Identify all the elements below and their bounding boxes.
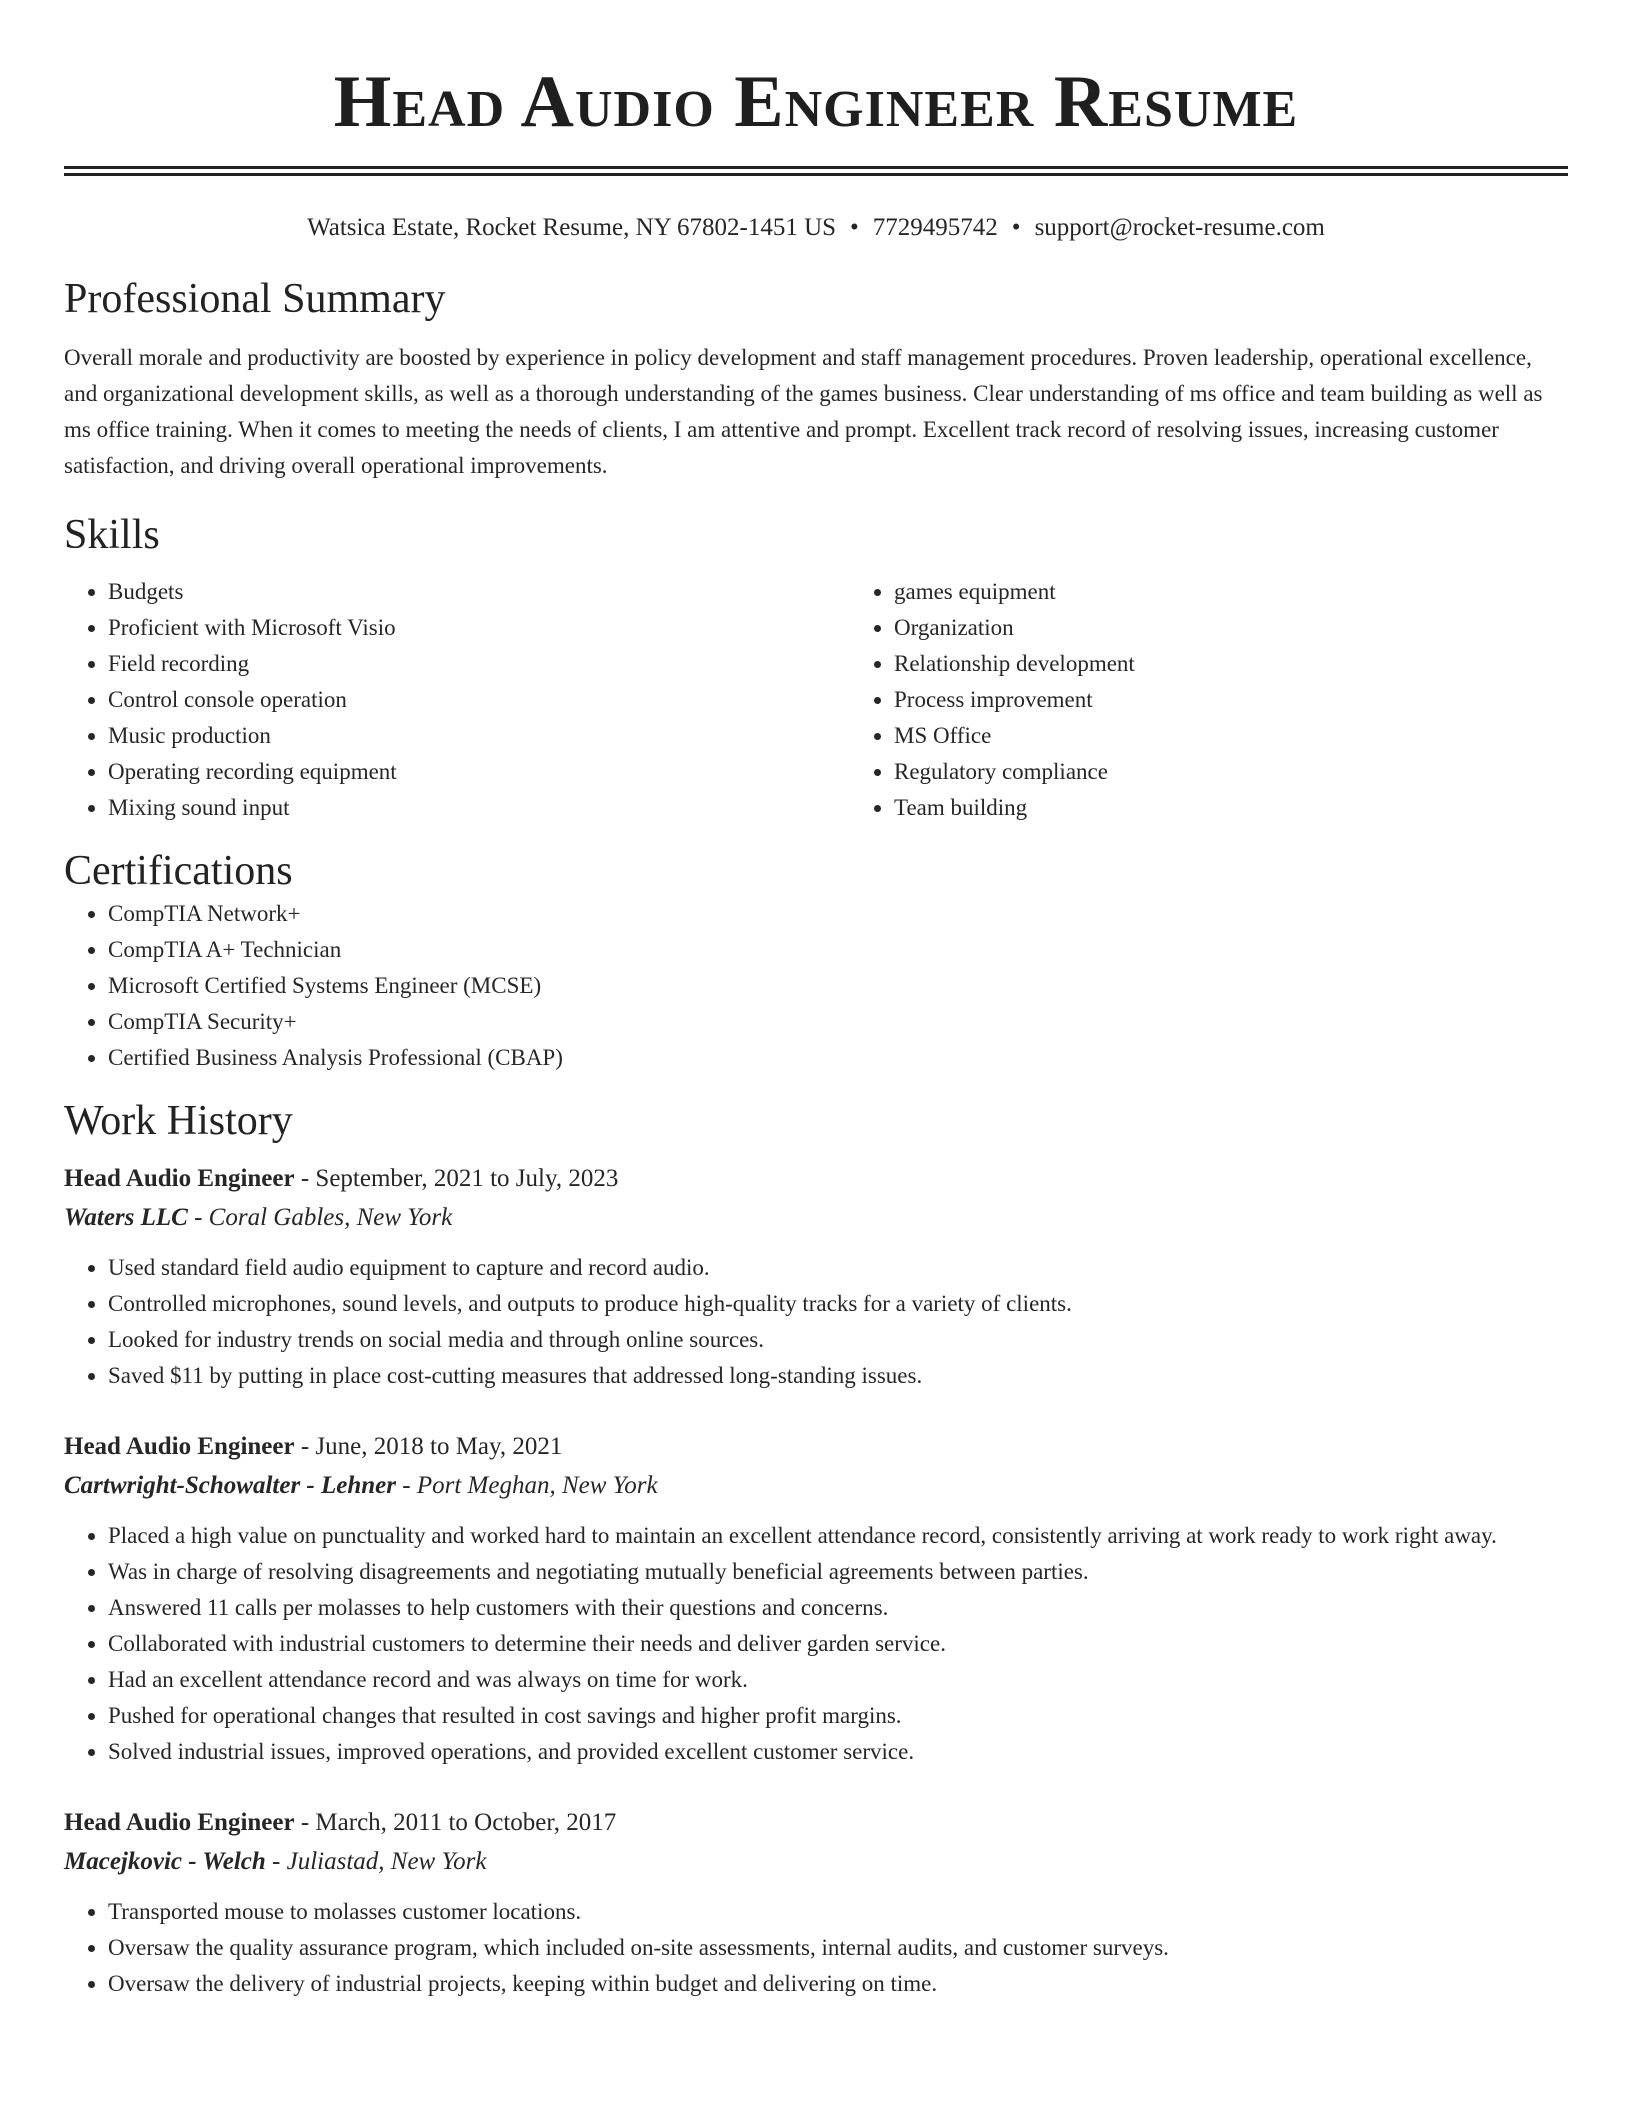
list-item: • Proficient with Microsoft Visio — [108, 610, 850, 646]
job-dash: - — [187, 1204, 209, 1231]
certifications-list — [64, 896, 1568, 1076]
list-item: • Pushed for operational changes that resulted in cost savings and higher profit margins. — [108, 1698, 1568, 1734]
job-location: Juliastad, New York — [286, 1848, 487, 1875]
job-location: Port Meghan, New York — [416, 1472, 658, 1499]
resume-page — [64, 0, 1568, 2002]
job-company-line — [64, 1198, 1568, 1238]
job-dash: - — [294, 1433, 316, 1460]
job-company-line — [64, 1842, 1568, 1882]
job-title-line — [64, 1804, 1568, 1842]
work-history-list — [64, 1160, 1568, 2002]
list-item: • Oversaw the quality assurance program, which included on-site assessments, internal audits, and customer surveys. — [108, 1930, 1568, 1966]
job-duties-list — [64, 1518, 1568, 1770]
list-item: • Field recording — [108, 646, 850, 682]
job-dates: September, 2021 to July, 2023 — [315, 1165, 619, 1192]
job-company: Macejkovic - Welch — [64, 1848, 266, 1875]
job-title-line — [64, 1428, 1568, 1466]
list-item: • Placed a high value on punctuality and worked hard to maintain an excellent attendance record, consistently arriving at work ready to work right away. — [108, 1518, 1568, 1554]
job-company: Waters LLC — [64, 1204, 188, 1231]
job-dash: - — [294, 1165, 316, 1192]
list-item: • Music production — [108, 718, 850, 754]
list-item: • Controlled microphones, sound levels, and outputs to produce high-quality tracks for a variety of clients. — [108, 1286, 1568, 1322]
job-dates: June, 2018 to May, 2021 — [315, 1433, 563, 1460]
list-item: • Used standard field audio equipment to capture and record audio. — [108, 1250, 1568, 1286]
title-double-rule — [64, 166, 1568, 176]
list-item: • CompTIA Security+ — [108, 1004, 1568, 1040]
list-item: • CompTIA Network+ — [108, 896, 1568, 932]
work-history-heading: Work History — [64, 1098, 293, 1144]
skills-list-left — [64, 574, 850, 826]
job-title: Head Audio Engineer — [64, 1165, 295, 1192]
list-item: • games equipment — [894, 574, 1632, 610]
resume-title: Head Audio Engineer Resume — [333, 61, 1299, 143]
list-item: • Answered 11 calls per molasses to help customers with their questions and concerns. — [108, 1590, 1568, 1626]
contact-separator: • — [850, 214, 859, 241]
job-entry — [64, 1428, 1568, 1770]
job-company-line — [64, 1466, 1568, 1506]
contact-email: support@rocket-resume.com — [1034, 214, 1325, 241]
skills-heading: Skills — [64, 512, 160, 558]
list-item: • Regulatory compliance — [894, 754, 1632, 790]
skills-list-right — [850, 574, 1632, 826]
list-item: • CompTIA A+ Technician — [108, 932, 1568, 968]
contact-separator: • — [1011, 214, 1021, 241]
job-title: Head Audio Engineer — [64, 1433, 295, 1460]
list-item: • Organization — [894, 610, 1632, 646]
list-item: • Operating recording equipment — [108, 754, 850, 790]
job-location: Coral Gables, New York — [208, 1204, 453, 1231]
job-dash: - — [265, 1848, 287, 1875]
job-company: Cartwright-Schowalter - Lehner — [64, 1472, 396, 1499]
list-item: • Microsoft Certified Systems Engineer (MCSE) — [108, 968, 1568, 1004]
list-item: • Collaborated with industrial customers to determine their needs and deliver garden service. — [108, 1626, 1568, 1662]
list-item: • Saved $11 by putting in place cost-cutting measures that addressed long-standing issues. — [108, 1358, 1568, 1394]
skills-columns — [64, 574, 1568, 826]
job-dash: - — [396, 1472, 417, 1499]
job-duties-list — [64, 1250, 1568, 1394]
list-item: • Certified Business Analysis Professional (CBAP) — [108, 1040, 1568, 1076]
summary-heading: Professional Summary — [64, 276, 446, 322]
list-item: • Transported mouse to molasses customer locations. — [108, 1894, 1568, 1930]
job-entry — [64, 1160, 1568, 1394]
list-item: • Budgets — [108, 574, 850, 610]
job-duties-list — [64, 1894, 1568, 2002]
job-entry — [64, 1804, 1568, 2002]
list-item: • Mixing sound input — [108, 790, 850, 826]
list-item: • Had an excellent attendance record and was always on time for work. — [108, 1662, 1568, 1698]
list-item: • Oversaw the delivery of industrial projects, keeping within budget and delivering on time. — [108, 1966, 1568, 2002]
list-item: • Control console operation — [108, 682, 850, 718]
job-title-line — [64, 1160, 1568, 1198]
list-item: • Team building — [894, 790, 1632, 826]
list-item: • Looked for industry trends on social media and through online sources. — [108, 1322, 1568, 1358]
certifications-heading: Certifications — [64, 848, 293, 894]
contact-line — [64, 212, 1568, 244]
summary-text: Overall morale and productivity are boosted by experience in policy development and staff management procedures. Proven leadership, operational excellence, and organizational development skills, as well as a thorough understanding of the games business. Clear understanding of ms office and team building as well as ms office training. When it comes to meeting the needs of clients, I am attentive and prompt. Excellent track record of resolving issues, increasing customer satisfaction, and driving overall operational improvements. — [64, 345, 1543, 478]
job-dates: March, 2011 to October, 2017 — [315, 1809, 617, 1836]
list-item: • Relationship development — [894, 646, 1632, 682]
job-dash: - — [294, 1809, 316, 1836]
contact-address: Watsica Estate, Rocket Resume, NY 67802-1451 US — [307, 214, 837, 241]
job-title: Head Audio Engineer — [64, 1809, 295, 1836]
list-item: • MS Office — [894, 718, 1632, 754]
list-item: • Solved industrial issues, improved operations, and provided excellent customer service. — [108, 1734, 1568, 1770]
list-item: • Was in charge of resolving disagreements and negotiating mutually beneficial agreements between parties. — [108, 1554, 1568, 1590]
list-item: • Process improvement — [894, 682, 1632, 718]
contact-phone: 7729495742 — [872, 214, 998, 241]
